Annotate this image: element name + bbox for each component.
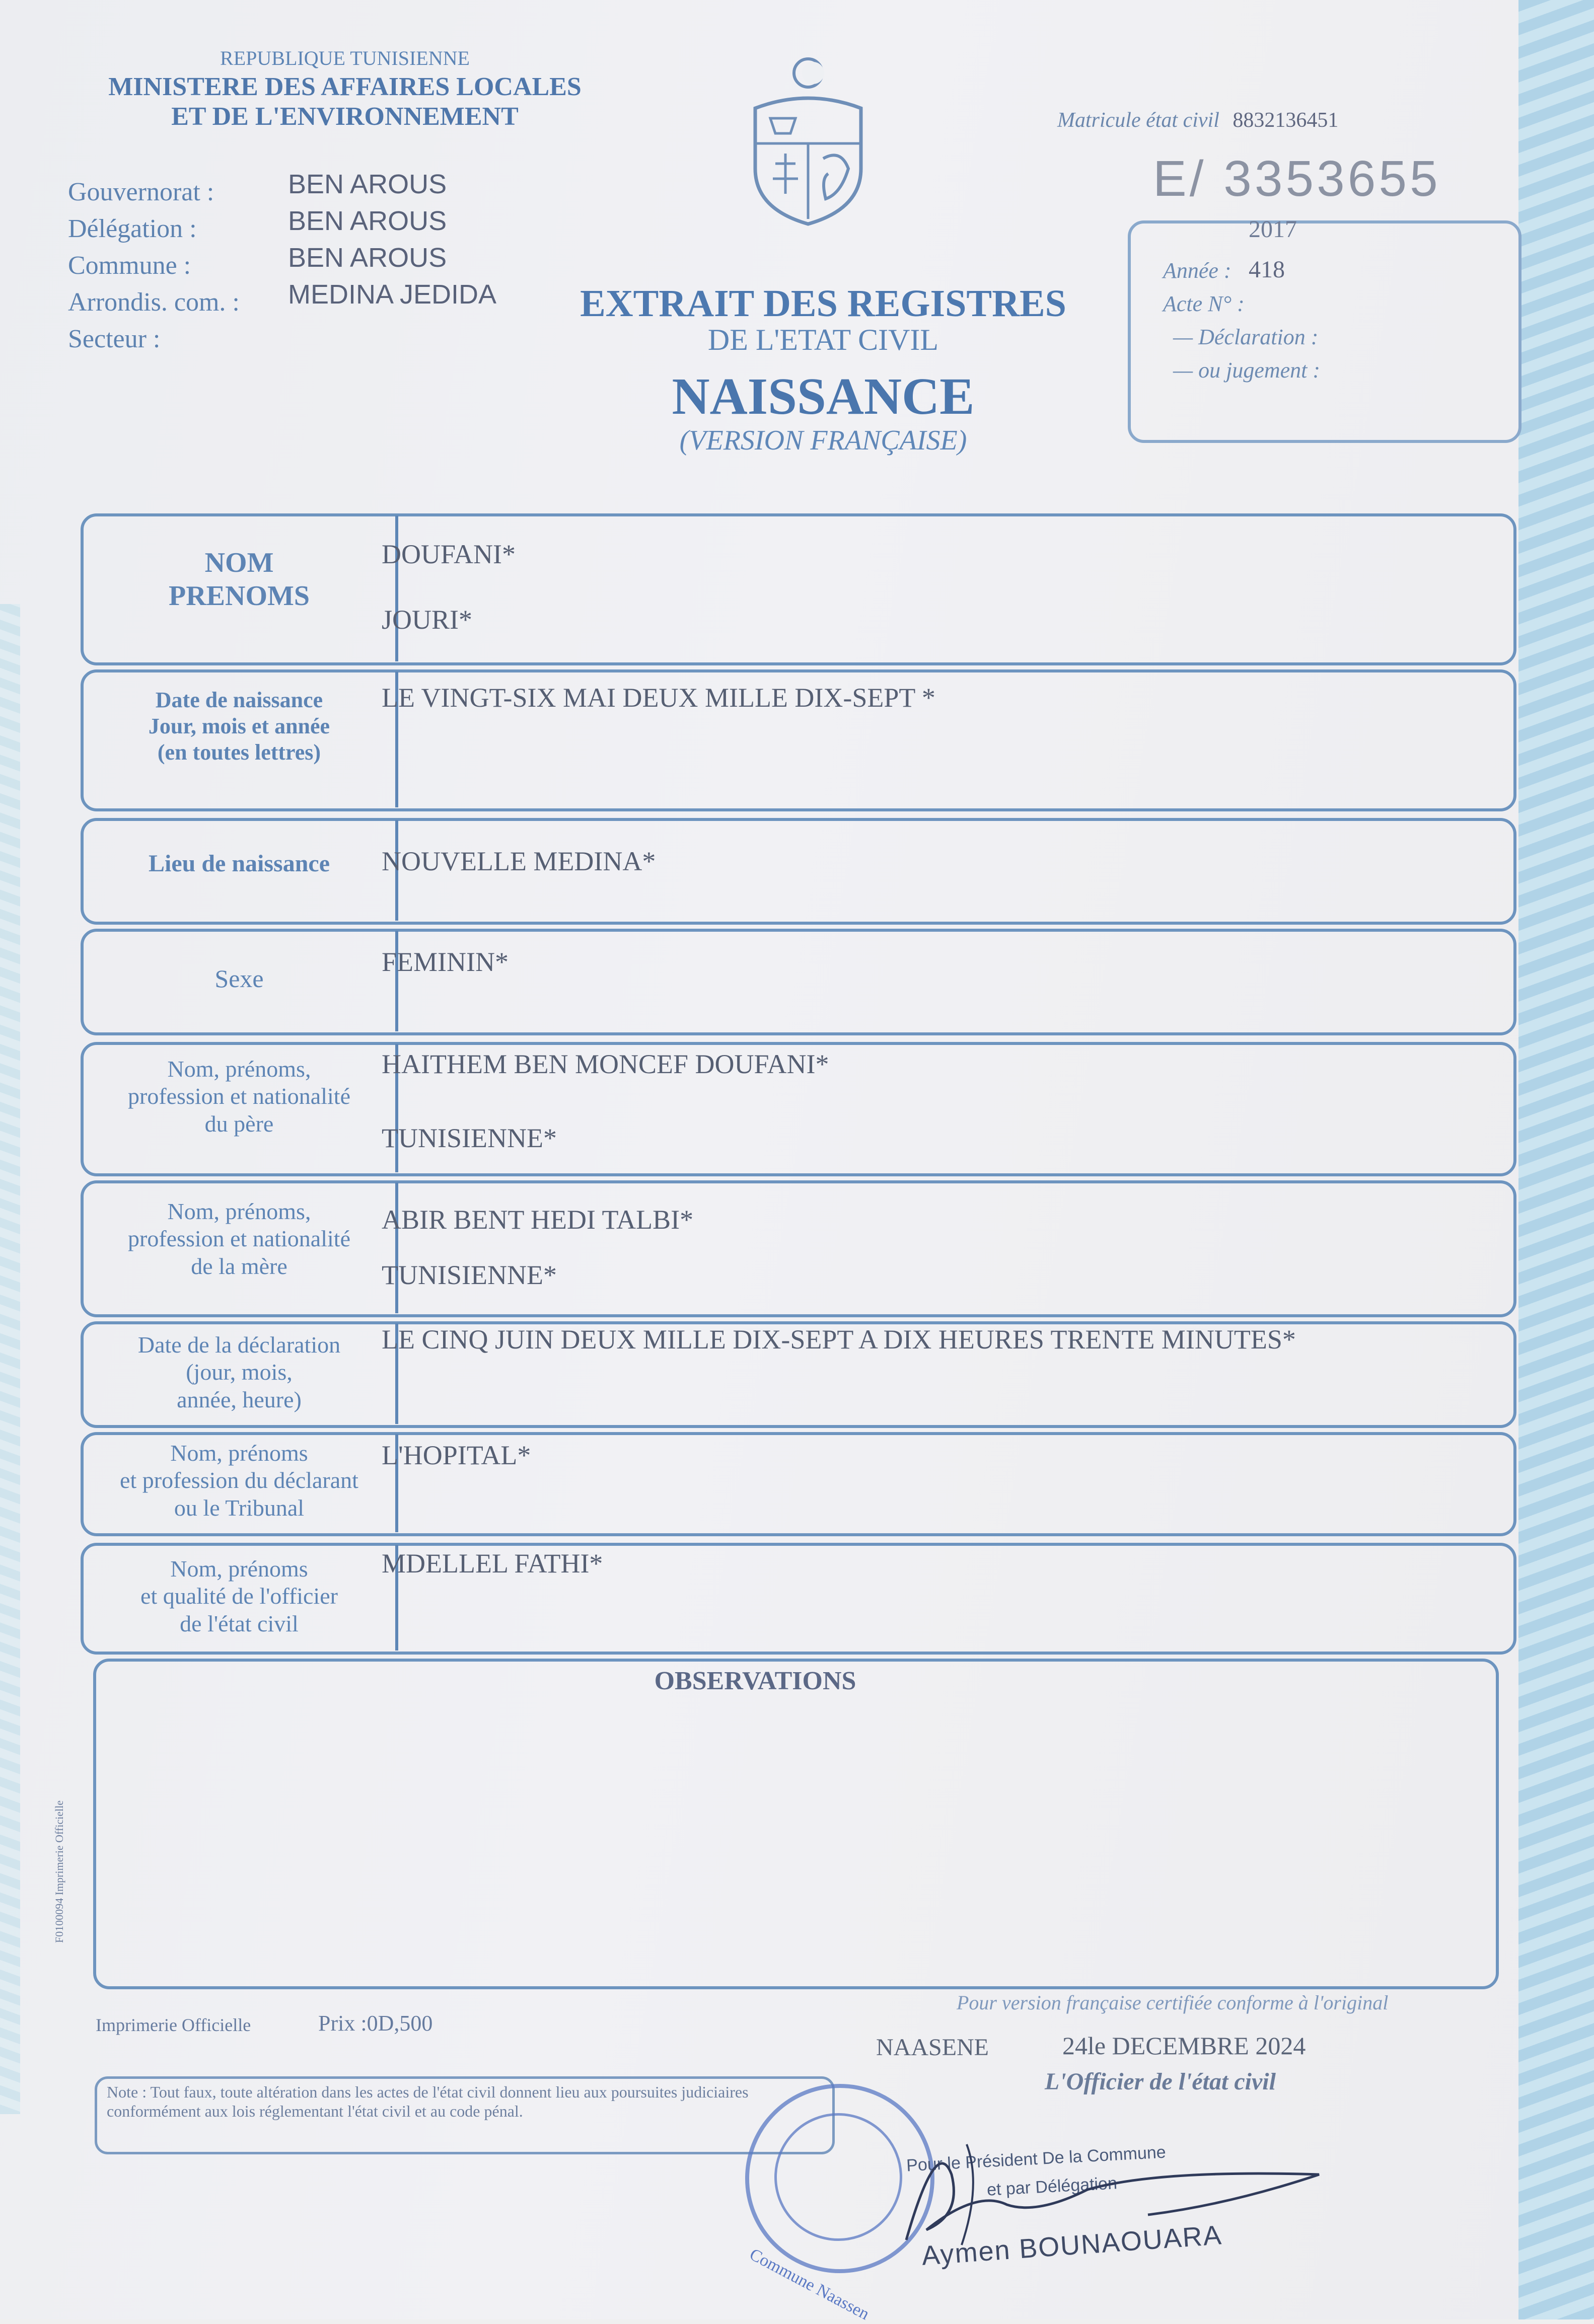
annee-label: Année : (1163, 258, 1231, 283)
price-label: Prix :0D,500 (318, 2011, 433, 2036)
document-title (534, 282, 1113, 457)
row-value: NOUVELLE MEDINA* (382, 846, 656, 876)
row-value: LE CINQ JUIN DEUX MILLE DIX-SEPT A DIX HEURES TRENTE MINUTES* (382, 1324, 1296, 1355)
row-label: Date de la déclaration (jour, mois, année, heure) (137, 1332, 341, 1412)
security-pattern-left (0, 604, 20, 2114)
printer-label: Imprimerie Officielle (96, 2015, 251, 2035)
row-value: DOUFANI* (382, 539, 516, 569)
annee-value: 2017 (1249, 216, 1297, 243)
admin-labels (68, 174, 240, 357)
matricule-label: Matricule état civil (1057, 109, 1219, 132)
arrondis-label: Arrondis. com. : (68, 288, 240, 317)
issuer-block (76, 46, 614, 131)
row-label: Lieu de naissance (148, 850, 330, 877)
officer-title: L'Officier de l'état civil (1045, 2068, 1276, 2095)
note-text: Note : Tout faux, toute altération dans les actes de l'état civil donnent lieu aux poursuites judiciaires conformément aux lois réglementant l'état civil et au code pénal. (107, 2083, 749, 2120)
arrondis-value: MEDINA JEDIDA (288, 279, 497, 310)
row-value: LE VINGT-SIX MAI DEUX MILLE DIX-SEPT * (382, 683, 935, 713)
place-text: NAASENE (876, 2034, 989, 2061)
ministry-line2: ET DE L'ENVIRONNEMENT (171, 102, 519, 131)
row-label: Sexe (214, 964, 264, 993)
gouvernorat-label: Gouvernorat : (68, 178, 214, 206)
republic-label: REPUBLIQUE TUNISIENNE (220, 47, 470, 69)
row-value: TUNISIENNE* (382, 1123, 557, 1153)
row-value: ABIR BENT HEDI TALBI* (382, 1205, 694, 1235)
row-value: TUNISIENNE* (382, 1260, 557, 1290)
matricule-value: 8832136451 (1233, 109, 1339, 132)
certified-text: Pour version française certifiée conforme à l'original (957, 1991, 1389, 2014)
handwritten-signature (876, 2114, 1329, 2265)
row-value: FEMININ* (382, 947, 509, 977)
declaration-label: — Déclaration : (1173, 325, 1319, 349)
acte-labels (1163, 254, 1320, 387)
row-value: L'HOPITAL* (382, 1440, 531, 1470)
row-divider (395, 515, 398, 661)
serial-number: E/ 3353655 (1153, 151, 1441, 207)
commune-label: Commune : (68, 251, 191, 280)
row-label: NOM PRENOMS (169, 547, 310, 612)
title-line2: DE L'ETAT CIVIL (707, 323, 939, 356)
ministry-line1: MINISTERE DES AFFAIRES LOCALES (108, 72, 582, 101)
delegation-label: Délégation : (68, 214, 197, 243)
row-label: Nom, prénoms, profession et nationalité du père (128, 1056, 350, 1137)
stamp-text: Commune Naassen (746, 2245, 873, 2324)
title-main: NAISSANCE (672, 367, 975, 425)
row-label: Nom, prénoms, profession et nationalité de la mère (128, 1198, 350, 1279)
jugement-label: — ou jugement : (1173, 358, 1321, 383)
gouvernorat-value: BEN AROUS (288, 169, 447, 199)
date-text: 24le DECEMBRE 2024 (1062, 2032, 1306, 2060)
row-value: HAITHEM BEN MONCEF DOUFANI* (382, 1049, 829, 1079)
signatory-name: Aymen BOUNAOUARA (920, 2220, 1223, 2271)
row-divider (395, 931, 398, 1031)
coat-of-arms-emblem (740, 53, 876, 229)
secteur-label: Secteur : (68, 325, 161, 353)
acte-label: Acte N° : (1163, 291, 1245, 316)
acte-value: 418 (1249, 256, 1285, 283)
observations-title: OBSERVATIONS (654, 1667, 856, 1695)
observations-box (93, 1659, 1499, 1989)
signature-line1: Pour le Président De la Commune (906, 2142, 1167, 2176)
title-line1: EXTRAIT DES REGISTRES (580, 282, 1066, 325)
matricule (1057, 108, 1338, 132)
commune-value: BEN AROUS (288, 243, 447, 273)
signature-line2: et par Délégation (986, 2173, 1118, 2200)
row-divider (395, 1182, 398, 1313)
title-version: (VERSION FRANÇAISE) (679, 425, 967, 456)
security-pattern-right (1518, 0, 1594, 2319)
row-label: Nom, prénoms et profession du déclarant ou le Tribunal (120, 1440, 358, 1521)
row-value: JOURI* (382, 605, 473, 635)
row-label: Nom, prénoms et qualité de l'officier de l'état civil (140, 1556, 338, 1636)
row-label: Date de naissance Jour, mois et année (en toutes lettres) (148, 688, 330, 765)
printer-side-text: F0100094 Imprimerie Officielle (53, 1800, 65, 1943)
admin-values (288, 166, 496, 313)
row-value: MDELLEL FATHI* (382, 1548, 603, 1579)
delegation-value: BEN AROUS (288, 206, 447, 236)
